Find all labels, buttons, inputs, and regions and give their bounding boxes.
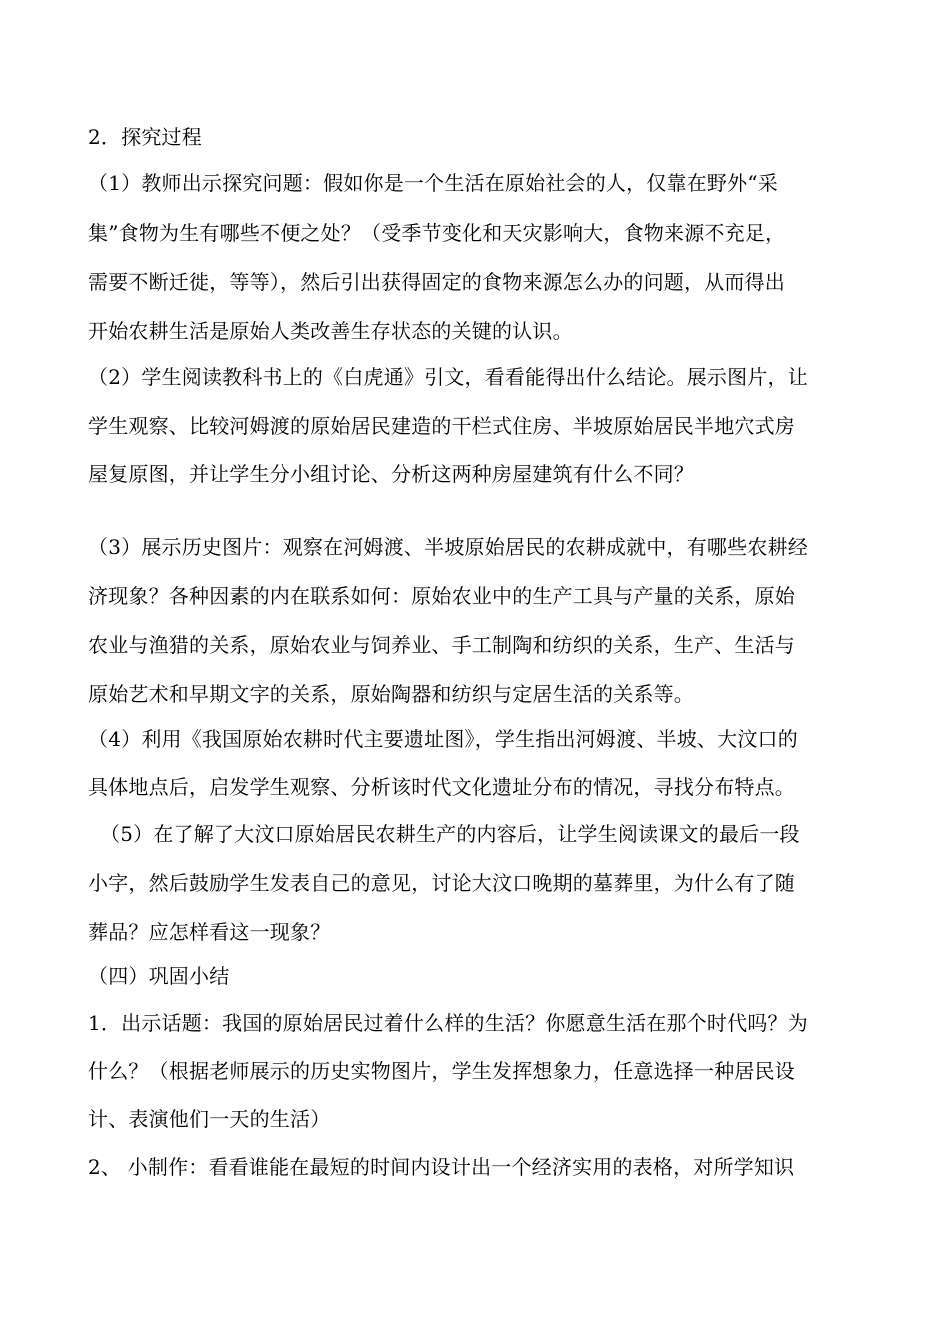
paragraph-line: 济现象？各种因素的内在联系如何：原始农业中的生产工具与产量的关系，原始 (88, 584, 795, 608)
paragraph-line: （2）学生阅读教科书上的《白虎通》引文，看看能得出什么结论。展示图片，让 (88, 365, 808, 389)
paragraph-line: （3）展示历史图片：观察在河姆渡、半坡原始居民的农耕成就中，有哪些农耕经 (88, 535, 808, 559)
paragraph-line: 1．出示话题：我国的原始居民过着什么样的生活？你愿意生活在那个时代吗？为 (88, 1011, 808, 1035)
paragraph-line: 葬品？应怎样看这一现象？ (88, 920, 331, 944)
paragraph-line: （5）在了解了大汶口原始居民农耕生产的内容后，让学生阅读课文的最后一段 (100, 822, 800, 846)
paragraph-line: 集”食物为生有哪些不便之处？（受季节变化和天灾影响大，食物来源不充足， (88, 221, 786, 245)
paragraph-line: 计、表演他们一天的生活） (88, 1107, 331, 1131)
paragraph-line: 需要不断迁徙，等等），然后引出获得固定的食物来源怎么办的问题，从而得出 (88, 270, 785, 294)
paragraph-line: 什么？（根据老师展示的历史实物图片，学生发挥想象力，任意选择一种居民设 (88, 1059, 795, 1083)
paragraph-line: 2、 小制作：看看谁能在最短的时间内设计出一个经济实用的表格，对所学知识 (88, 1155, 795, 1179)
paragraph-line: （1）教师出示探究问题：假如你是一个生活在原始社会的人，仅靠在野外“采 (88, 171, 778, 195)
paragraph-line: 具体地点后，启发学生观察、分析该时代文化遗址分布的情况，寻找分布特点。 (88, 775, 795, 799)
section-heading-exploration: 2．探究过程 (88, 125, 202, 149)
paragraph-line: 农业与渔猎的关系，原始农业与饲养业、手工制陶和纺织的关系，生产、生活与 (88, 633, 795, 657)
paragraph-line: 小字，然后鼓励学生发表自己的意见，讨论大汶口晚期的墓葬里，为什么有了随 (88, 871, 795, 895)
paragraph-line: 屋复原图，并让学生分小组讨论、分析这两种房屋建筑有什么不同？ (88, 462, 694, 486)
paragraph-line: （4）利用《我国原始农耕时代主要遗址图》，学生指出河姆渡、半坡、大汶口的 (88, 727, 798, 751)
section-heading-consolidation: （四）巩固小结 (88, 964, 230, 988)
paragraph-line: 学生观察、比较河姆渡的原始居民建造的干栏式住房、半坡原始居民半地穴式房 (88, 414, 795, 438)
paragraph-line: 开始农耕生活是原始人类改善生存状态的关键的认识。 (88, 319, 573, 343)
paragraph-line: 原始艺术和早期文字的关系，原始陶器和纺织与定居生活的关系等。 (88, 682, 694, 706)
